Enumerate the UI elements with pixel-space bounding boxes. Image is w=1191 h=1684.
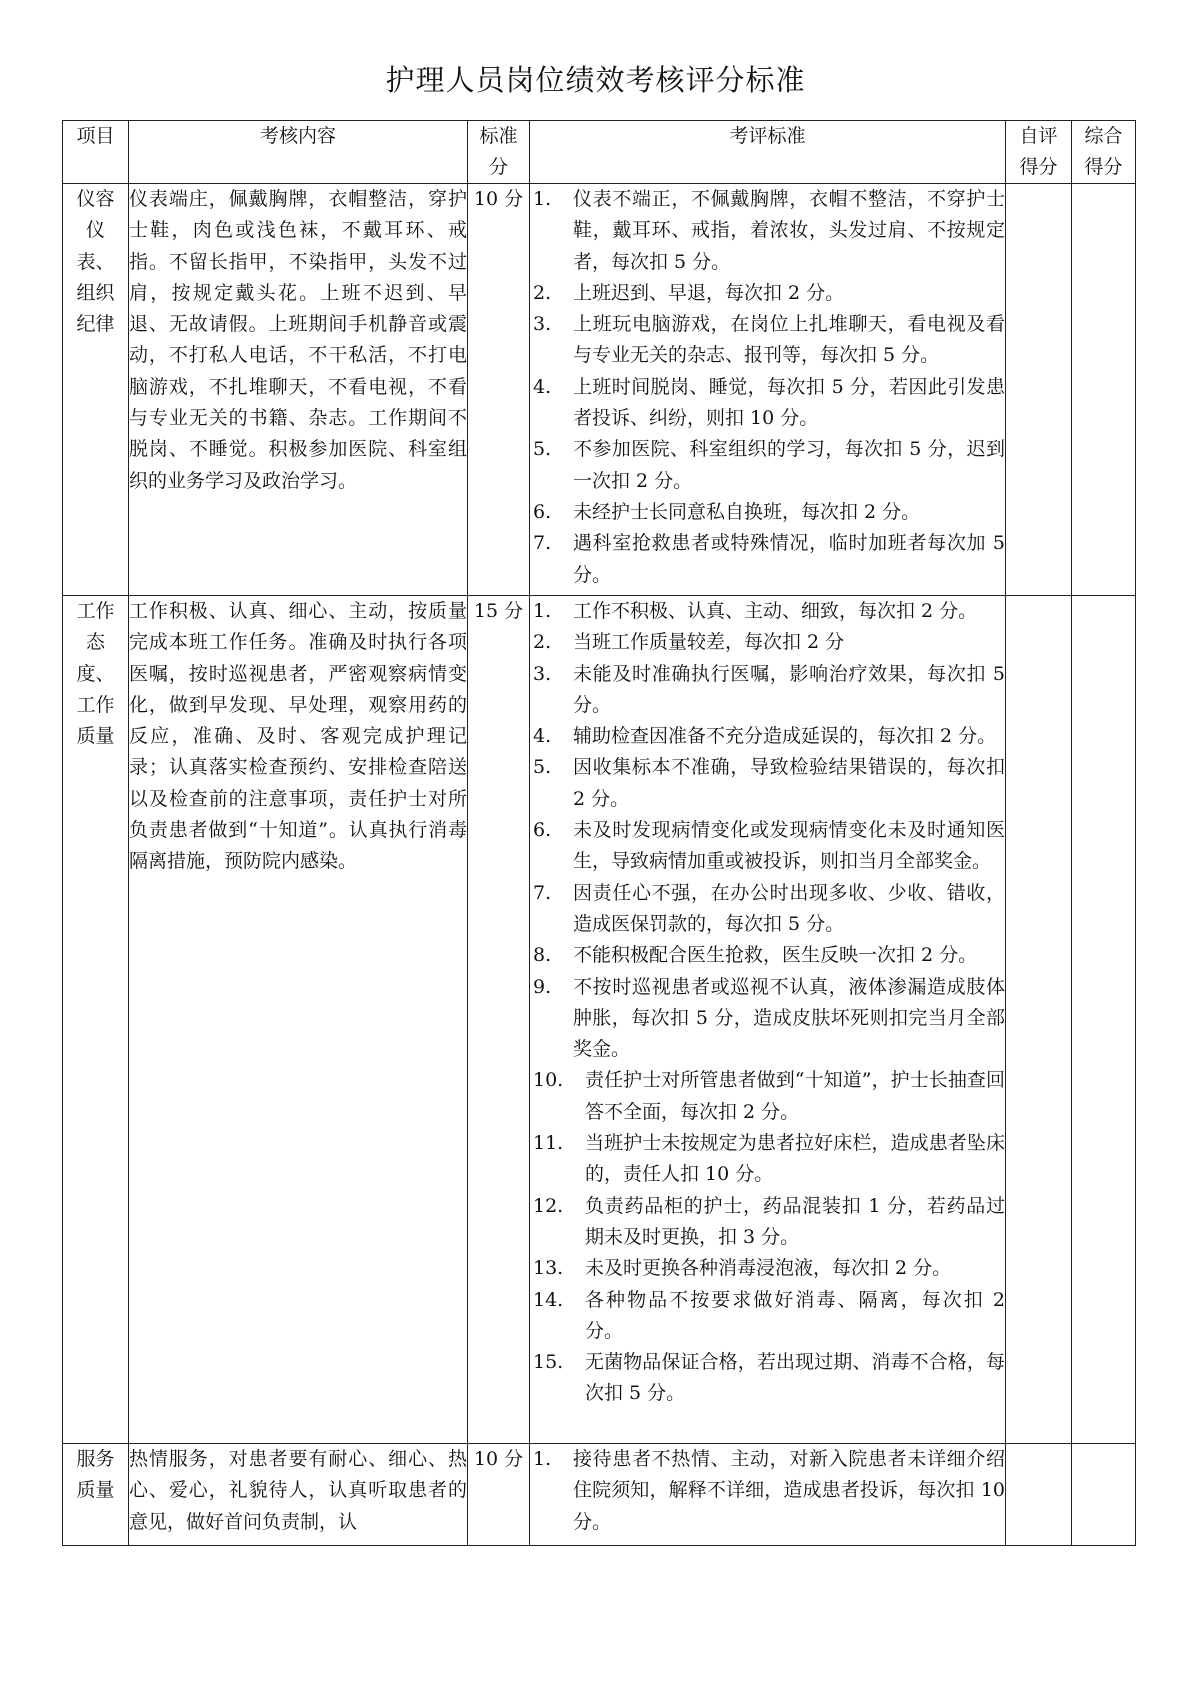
criteria-number: 2. (533, 281, 552, 304)
page-title: 护理人员岗位绩效考核评分标准 (385, 63, 806, 97)
criteria-number: 6. (533, 500, 552, 523)
score-cell: 10 分 (468, 1444, 530, 1546)
criteria-text: 未能及时准确执行医嘱，影响治疗效果，每次扣 5 分。 (573, 662, 1005, 716)
criteria-text: 工作不积极、认真、主动、细致，每次扣 2 分。 (573, 600, 978, 622)
criteria-item (530, 309, 1005, 372)
project-line: 组织 (76, 281, 115, 304)
criteria-item (530, 1253, 1005, 1284)
criteria-item (530, 184, 1005, 278)
criteria-text: 仪表不端正，不佩戴胸牌，衣帽不整洁，不穿护士鞋，戴耳环、戒指，着浓妆，头发过肩、不按规定者，每次扣 5 分。 (573, 188, 1005, 273)
header-total-line2: 得分 (1084, 156, 1123, 178)
criteria-text: 责任护士对所管患者做到“十知道”，护士长抽查回答不全面，每次扣 2 分。 (585, 1069, 1005, 1123)
criteria-text: 上班时间脱岗、睡觉，每次扣 5 分，若因此引发患者投诉、纠纷，则扣 10 分。 (573, 375, 1005, 430)
criteria-text: 辅助检查因准备不充分造成延误的，每次扣 2 分。 (573, 725, 997, 748)
criteria-item (530, 372, 1005, 435)
project-line: 工作 (76, 600, 115, 622)
criteria-number: 7. (533, 532, 552, 555)
criteria-item (530, 972, 1005, 1066)
criteria-text: 当班工作质量较差，每次扣 2 分 (573, 631, 845, 654)
criteria-number: 4. (533, 725, 552, 748)
criteria-number: 10. (533, 1069, 564, 1092)
table-row (63, 1444, 1136, 1546)
project-line: 工作 (76, 693, 115, 716)
criteria-item (530, 528, 1005, 591)
header-project: 项目 (63, 121, 129, 184)
criteria-text: 各种物品不按要求做好消毒、隔离，每次扣 2 分。 (585, 1288, 1005, 1342)
project-line: 服务 (76, 1448, 115, 1470)
criteria-number: 8. (533, 944, 552, 967)
criteria-number: 11. (533, 1132, 564, 1155)
criteria-item (530, 1444, 1005, 1538)
total-score-cell[interactable] (1072, 1444, 1136, 1546)
criteria-cell (530, 1444, 1006, 1546)
header-criteria: 考评标准 (530, 121, 1006, 184)
header-score (468, 121, 530, 184)
criteria-number: 14. (533, 1288, 564, 1311)
criteria-item (530, 878, 1005, 941)
criteria-item (530, 278, 1005, 309)
total-score-cell[interactable] (1072, 184, 1136, 596)
project-line: 质量 (76, 725, 115, 748)
criteria-number: 2. (533, 631, 552, 654)
header-score-line1: 标准 (479, 125, 518, 147)
self-score-cell[interactable] (1006, 184, 1072, 596)
content-cell: 热情服务，对患者要有耐心、细心、热心、爱心，礼貌待人，认真听取患者的意见，做好首问负责制，认 (129, 1444, 468, 1546)
criteria-item (530, 659, 1005, 722)
criteria-text: 当班护士未按规定为患者拉好床栏，造成患者坠床的，责任人扣 10 分。 (585, 1132, 1005, 1186)
project-line: 仪 (85, 219, 105, 242)
assessment-table (62, 120, 1136, 1546)
criteria-number: 1. (533, 188, 552, 210)
header-score-line2: 分 (488, 156, 508, 178)
criteria-item (530, 627, 1005, 658)
criteria-text: 不参加医院、科室组织的学习，每次扣 5 分，迟到一次扣 2 分。 (573, 438, 1005, 492)
score-cell: 15 分 (468, 596, 530, 1444)
header-content: 考核内容 (129, 121, 468, 184)
criteria-item (530, 497, 1005, 528)
score-cell: 10 分 (468, 184, 530, 596)
project-line: 态 (85, 631, 105, 654)
project-cell (63, 596, 129, 1444)
project-line: 度、 (76, 662, 115, 685)
project-line: 纪律 (76, 313, 115, 336)
criteria-number: 6. (533, 819, 552, 842)
header-self-score (1006, 121, 1072, 184)
criteria-item (530, 1347, 1005, 1410)
table-row (63, 184, 1136, 596)
criteria-text: 上班玩电脑游戏，在岗位上扎堆聊天，看电视及看与专业无关的杂志、报刊等，每次扣 5 分。 (573, 313, 1005, 367)
project-line: 仪容 (76, 188, 115, 210)
criteria-number: 1. (533, 1448, 552, 1470)
header-total-score (1072, 121, 1136, 184)
project-line: 表、 (76, 250, 115, 273)
criteria-number: 4. (533, 375, 552, 398)
criteria-text: 未及时发现病情变化或发现病情变化未及时通知医生，导致病情加重或被投诉，则扣当月全部奖金。 (573, 819, 1005, 873)
criteria-number: 9. (533, 975, 552, 998)
header-total-line1: 综合 (1084, 125, 1123, 147)
project-line: 质量 (76, 1479, 115, 1502)
criteria-number: 3. (533, 313, 552, 336)
criteria-text: 无菌物品保证合格，若出现过期、消毒不合格，每次扣 5 分。 (585, 1351, 1005, 1405)
content-cell: 仪表端庄，佩戴胸牌，衣帽整洁，穿护士鞋，肉色或浅色袜，不戴耳环、戒指。不留长指甲，不染指甲，头发不过肩，按规定戴头花。上班不迟到、早退、无故请假。上班期间手机静音或震动，不打私人电话，不干私活，不打电脑游戏，不扎堆聊天，不看电视，不看与专业无关的书籍、杂志。工作期间不脱岗、不睡觉。积极参加医院、科室组织的业务学习及政治学习。 (129, 184, 468, 596)
criteria-item (530, 1285, 1005, 1348)
criteria-cell (530, 184, 1006, 596)
criteria-number: 5. (533, 438, 552, 461)
total-score-cell[interactable] (1072, 596, 1136, 1444)
criteria-text: 不按时巡视患者或巡视不认真，液体渗漏造成肢体肿胀，每次扣 5 分，造成皮肤坏死则扣完当月全部奖金。 (573, 975, 1005, 1061)
criteria-number: 13. (533, 1257, 564, 1280)
criteria-text: 接待患者不热情、主动，对新入院患者未详细介绍住院须知，解释不详细，造成患者投诉，每次扣 10 分。 (573, 1448, 1005, 1533)
criteria-item (530, 1065, 1005, 1128)
criteria-number: 3. (533, 662, 552, 685)
criteria-cell (530, 596, 1006, 1444)
header-self-line1: 自评 (1019, 125, 1058, 147)
criteria-number: 1. (533, 600, 552, 622)
criteria-text: 遇科室抢救患者或特殊情况，临时加班者每次加 5 分。 (573, 532, 1005, 586)
criteria-text: 因收集标本不准确，导致检验结果错误的，每次扣 2 分。 (573, 756, 1005, 810)
criteria-text: 不能积极配合医生抢救，医生反映一次扣 2 分。 (573, 944, 978, 967)
criteria-item (530, 596, 1005, 627)
criteria-item (530, 1191, 1005, 1254)
criteria-number: 7. (533, 881, 552, 904)
criteria-number: 12. (533, 1194, 564, 1217)
header-row (63, 121, 1136, 184)
self-score-cell[interactable] (1006, 1444, 1072, 1546)
criteria-text: 上班迟到、早退，每次扣 2 分。 (573, 281, 845, 304)
criteria-text: 负责药品柜的护士，药品混装扣 1 分，若药品过期未及时更换，扣 3 分。 (585, 1194, 1005, 1248)
criteria-item (530, 434, 1005, 497)
project-cell (63, 184, 129, 596)
criteria-item (530, 721, 1005, 752)
criteria-item (530, 940, 1005, 971)
criteria-text: 未经护士长同意私自换班，每次扣 2 分。 (573, 500, 921, 523)
criteria-number: 5. (533, 756, 552, 779)
header-self-line2: 得分 (1019, 156, 1058, 178)
criteria-item (530, 1128, 1005, 1191)
content-cell: 工作积极、认真、细心、主动，按质量完成本班工作任务。准确及时执行各项医嘱，按时巡视患者，严密观察病情变化，做到早发现、早处理，观察用药的反应，准确、及时、客观完成护理记录；认真落实检查预约、安排检查陪送以及检查前的注意事项，责任护士对所负责患者做到“十知道”。认真执行消毒隔离措施，预防院内感染。 (129, 596, 468, 1444)
criteria-text: 因责任心不强，在办公时出现多收、少收、错收，造成医保罚款的，每次扣 5 分。 (573, 881, 1005, 935)
criteria-item (530, 815, 1005, 878)
self-score-cell[interactable] (1006, 596, 1072, 1444)
table-row (63, 596, 1136, 1444)
criteria-text: 未及时更换各种消毒浸泡液，每次扣 2 分。 (585, 1257, 952, 1280)
criteria-number: 15. (533, 1351, 564, 1374)
project-cell (63, 1444, 129, 1546)
criteria-item (530, 752, 1005, 815)
